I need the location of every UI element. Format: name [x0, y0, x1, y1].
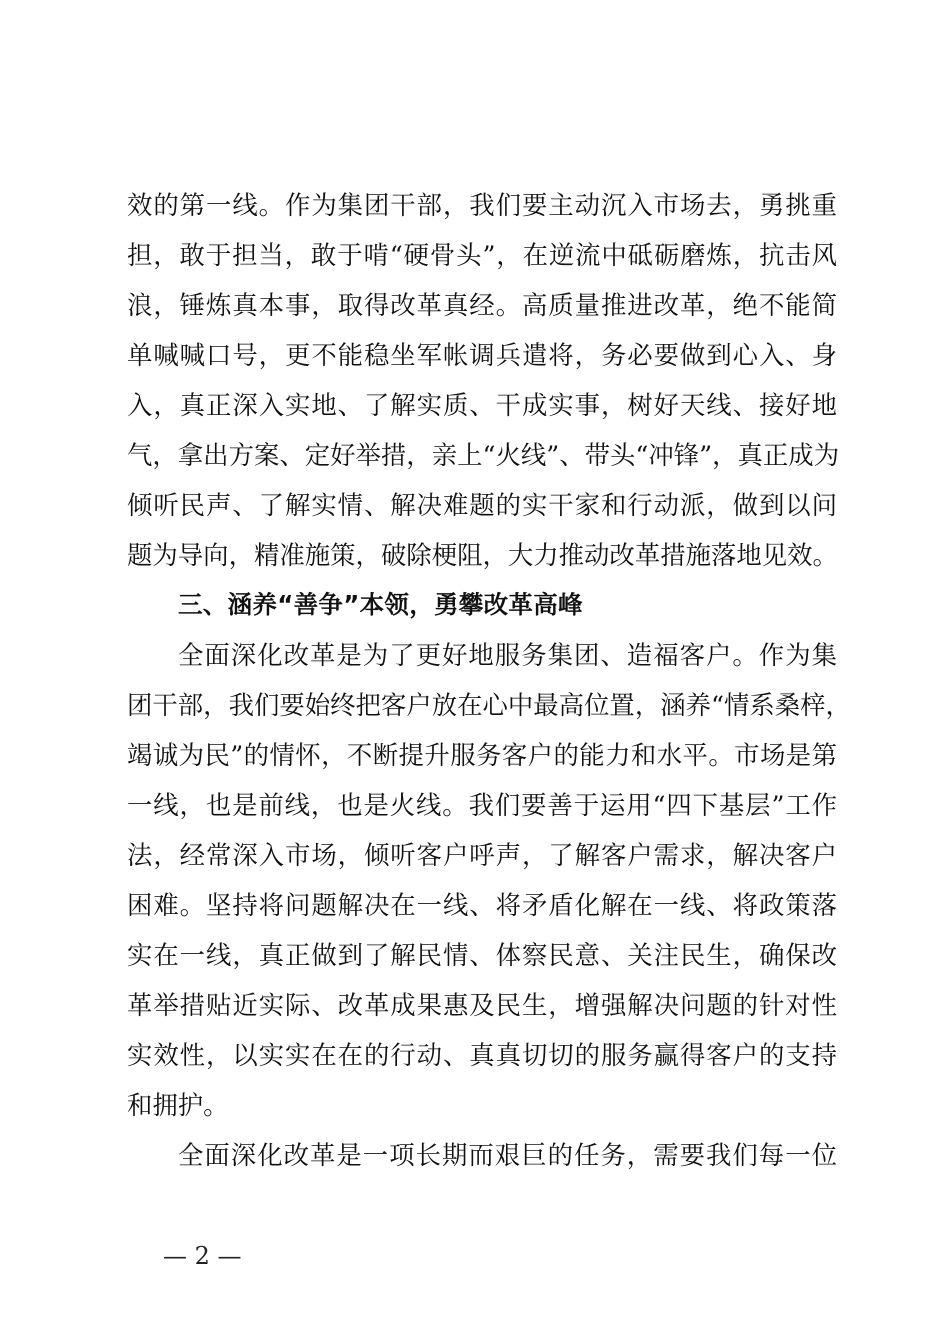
paragraph-first-line: 全面深化改革是一项长期而艰巨的任务，需要我们每一位: [178, 1140, 837, 1170]
body-line: 倾听民声、了解实情、解决难题的实干家和行动派，做到以问: [127, 490, 837, 520]
body-line: 革举措贴近实际、改革成果惠及民生，增强解决问题的针对性: [127, 990, 837, 1020]
body-line: 气，拿出方案、定好举措，亲上“火线”、带头“冲锋”，真正成为: [127, 440, 840, 470]
paragraph-last-line: 和拥护。: [127, 1090, 229, 1120]
body-line: 一线，也是前线，也是火线。我们要善于运用“四下基层”工作: [127, 790, 837, 820]
body-line: 竭诚为民”的情怀，不断提升服务客户的能力和水平。市场是第: [127, 740, 837, 770]
body-line: 团干部，我们要始终把客户放在心中最高位置，涵养“情系桑梓，: [127, 690, 851, 720]
paragraph-first-line: 全面深化改革是为了更好地服务集团、造福客户。作为集: [178, 640, 837, 670]
body-line: 困难。坚持将问题解决在一线、将矛盾化解在一线、将政策落: [127, 890, 837, 920]
body-line: 浪，锤炼真本事，取得改革真经。高质量推进改革，绝不能简: [127, 290, 837, 320]
body-line: 单喊喊口号，更不能稳坐军帐调兵遣将，务必要做到心入、身: [127, 340, 837, 370]
body-line: 法，经常深入市场，倾听客户呼声，了解客户需求，解决客户: [127, 840, 837, 870]
body-line: 实在一线，真正做到了解民情、体察民意、关注民生，确保改: [127, 940, 837, 970]
body-line: 担，敢于担当，敢于啃“硬骨头”，在逆流中砥砺磨炼，抗击风: [127, 240, 837, 270]
body-line: 题为导向，精准施策，破除梗阻，大力推动改革措施落地见效。: [127, 540, 838, 570]
page-number: — 2 —: [163, 1242, 242, 1270]
section-heading: 三、涵养“善争”本领，勇攀改革高峰: [178, 590, 583, 619]
body-line: 实效性，以实实在在的行动、真真切切的服务赢得客户的支持: [127, 1040, 837, 1070]
body-line: 效的第一线。作为集团干部，我们要主动沉入市场去，勇挑重: [127, 190, 837, 220]
body-line: 入，真正深入实地、了解实质、干成实事，树好天线、接好地: [127, 390, 837, 420]
